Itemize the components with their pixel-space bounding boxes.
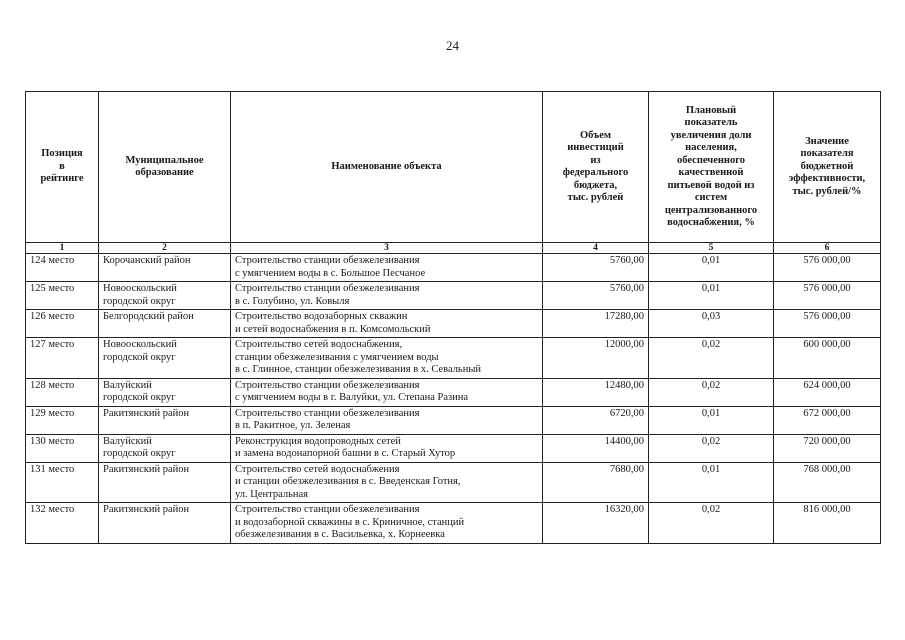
rating-position: 131 место <box>26 462 99 503</box>
municipality <box>99 310 231 338</box>
rating-position: 124 место <box>26 254 99 282</box>
cell-line: в п. Ракитное, ул. Зеленая <box>235 420 351 431</box>
investment-amount: 5760,00 <box>543 254 649 282</box>
municipality <box>99 462 231 503</box>
header-object: Наименование объекта <box>231 92 543 243</box>
cell-line: Строительство водозаборных скважин <box>235 311 408 322</box>
cell-line: и водозаборной скважины в с. Криничное, станций <box>235 516 465 528</box>
rating-position: 127 место <box>26 338 99 379</box>
cell-line: с умягчением воды в г. Валуйки, ул. Степана Разина <box>235 392 469 403</box>
municipality <box>99 503 231 544</box>
cell-line: Строительство сетей водоснабжения, <box>235 339 403 350</box>
indicator-value: 0,01 <box>649 282 774 310</box>
municipality <box>99 406 231 434</box>
object-name <box>231 282 543 310</box>
object-name <box>231 254 543 282</box>
column-number: 2 <box>99 243 231 254</box>
header-municipality: Муниципальное образование <box>99 92 231 243</box>
object-name <box>231 310 543 338</box>
cell-line: городской округ <box>103 295 176 307</box>
header-position: Позиция в рейтинге <box>26 92 99 243</box>
table-row <box>26 378 881 406</box>
indicator-value: 0,01 <box>649 462 774 503</box>
column-number: 1 <box>26 243 99 254</box>
rating-position: 132 место <box>26 503 99 544</box>
efficiency-value: 672 000,00 <box>774 406 881 434</box>
municipality <box>99 434 231 462</box>
cell-line: и замена водонапорной башни в с. Старый Хутор <box>235 448 456 459</box>
efficiency-value: 720 000,00 <box>774 434 881 462</box>
cell-line: городской округ <box>103 448 176 459</box>
column-number: 4 <box>543 243 649 254</box>
municipality <box>99 254 231 282</box>
column-number: 6 <box>774 243 881 254</box>
header-row <box>26 92 881 243</box>
cell-line: Ракитянский район <box>103 504 190 515</box>
cell-line: городской округ <box>103 392 176 403</box>
efficiency-value: 576 000,00 <box>774 310 881 338</box>
municipality <box>99 282 231 310</box>
cell-line: Реконструкция водопроводных сетей <box>235 435 401 447</box>
cell-line: Строительство станции обезжелезивания <box>235 255 420 266</box>
cell-line: Новооскольский <box>103 339 177 350</box>
column-number: 3 <box>231 243 543 254</box>
rating-position: 125 место <box>26 282 99 310</box>
investment-amount: 17280,00 <box>543 310 649 338</box>
cell-line: Ракитянский район <box>103 407 190 419</box>
rating-table <box>25 91 881 544</box>
object-name <box>231 462 543 503</box>
rating-position: 130 место <box>26 434 99 462</box>
cell-line: Корочанский район <box>103 255 191 266</box>
table-row <box>26 462 881 503</box>
table-row <box>26 282 881 310</box>
municipality <box>99 378 231 406</box>
investment-amount: 7680,00 <box>543 462 649 503</box>
header-investment: Объем инвестиций из федерального бюджета, тыс. рублей <box>543 92 649 243</box>
indicator-value: 0,03 <box>649 310 774 338</box>
cell-line: и станции обезжелезивания в с. Введенская Готня, <box>235 476 461 487</box>
cell-line: ул. Центральная <box>235 488 308 500</box>
table-row <box>26 434 881 462</box>
cell-line: в с. Глинное, станции обезжелезивания в х. Севальный <box>235 364 482 375</box>
cell-line: Валуйский <box>103 435 152 447</box>
cell-line: с умягчением воды в с. Большое Песчаное <box>235 267 426 279</box>
cell-line: обезжелезивания в с. Васильевка, х. Корнеевка <box>235 529 445 540</box>
object-name <box>231 378 543 406</box>
cell-line: Строительство сетей водоснабжения <box>235 463 400 475</box>
column-number: 5 <box>649 243 774 254</box>
table-row <box>26 310 881 338</box>
indicator-value: 0,02 <box>649 338 774 379</box>
indicator-value: 0,02 <box>649 503 774 544</box>
header-indicator: Плановый показатель увеличения доли населения, обеспеченного качественной питьевой водой из систем централизованного водоснабжения, % <box>649 92 774 243</box>
page-number: 24 <box>446 38 459 53</box>
cell-line: Новооскольский <box>103 283 177 294</box>
rating-position: 129 место <box>26 406 99 434</box>
investment-amount: 12480,00 <box>543 378 649 406</box>
investment-amount: 5760,00 <box>543 282 649 310</box>
efficiency-value: 768 000,00 <box>774 462 881 503</box>
object-name <box>231 338 543 379</box>
header-efficiency: Значение показателя бюджетной эффективности, тыс. рублей/% <box>774 92 881 243</box>
investment-amount: 14400,00 <box>543 434 649 462</box>
cell-line: Строительство станции обезжелезивания <box>235 407 420 419</box>
object-name <box>231 434 543 462</box>
cell-line: городской округ <box>103 351 176 363</box>
efficiency-value: 600 000,00 <box>774 338 881 379</box>
cell-line: Валуйский <box>103 379 152 391</box>
cell-line: Строительство станции обезжелезивания <box>235 504 420 515</box>
cell-line: Белгородский район <box>103 311 194 322</box>
indicator-value: 0,01 <box>649 254 774 282</box>
table-row <box>26 254 881 282</box>
cell-line: станции обезжелезивания с умягчением воды <box>235 351 439 363</box>
cell-line: Ракитянский район <box>103 463 190 475</box>
efficiency-value: 576 000,00 <box>774 254 881 282</box>
table-body <box>26 243 881 544</box>
table-row <box>26 503 881 544</box>
cell-line: Строительство станции обезжелезивания <box>235 283 420 294</box>
efficiency-value: 624 000,00 <box>774 378 881 406</box>
table-row <box>26 406 881 434</box>
efficiency-value: 816 000,00 <box>774 503 881 544</box>
indicator-value: 0,01 <box>649 406 774 434</box>
cell-line: и сетей водоснабжения в п. Комсомольский <box>235 323 431 335</box>
cell-line: в с. Голубино, ул. Ковыля <box>235 295 350 307</box>
column-numbers-row <box>26 243 881 254</box>
investment-amount: 6720,00 <box>543 406 649 434</box>
object-name <box>231 503 543 544</box>
efficiency-value: 576 000,00 <box>774 282 881 310</box>
object-name <box>231 406 543 434</box>
investment-amount: 16320,00 <box>543 503 649 544</box>
cell-line: Строительство станции обезжелезивания <box>235 379 420 391</box>
indicator-value: 0,02 <box>649 378 774 406</box>
indicator-value: 0,02 <box>649 434 774 462</box>
investment-amount: 12000,00 <box>543 338 649 379</box>
municipality <box>99 338 231 379</box>
table-row <box>26 338 881 379</box>
rating-position: 126 место <box>26 310 99 338</box>
rating-position: 128 место <box>26 378 99 406</box>
